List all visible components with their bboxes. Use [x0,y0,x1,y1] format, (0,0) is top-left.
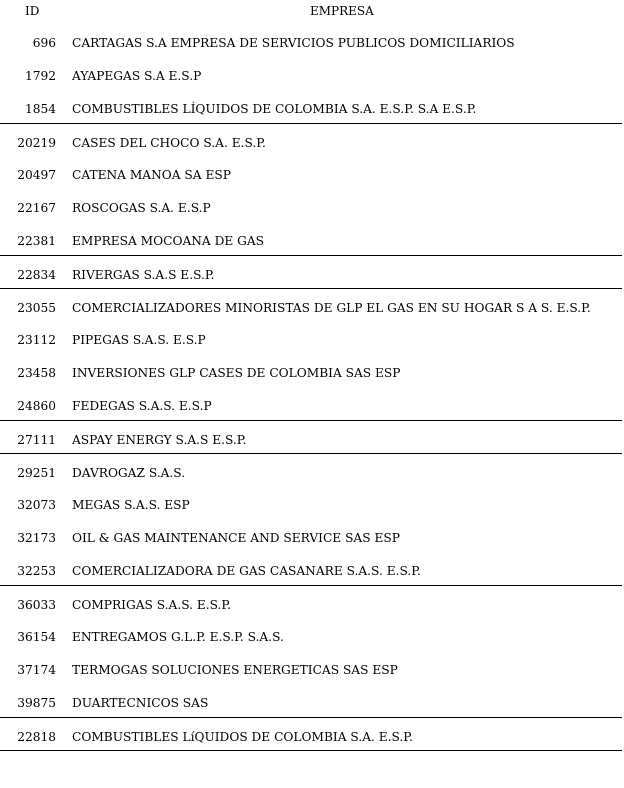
row-empresa: COMBUSTIBLES LíQUIDOS DE COLOMBIA S.A. E.S.P. [72,730,413,744]
empresa-column-header: EMPRESA [310,4,374,18]
table-row [0,288,622,321]
table-row [0,717,622,750]
row-empresa: COMERCIALIZADORES MINORISTAS DE GLP EL GAS EN SU HOGAR S A S. E.S.P. [72,301,591,315]
row-empresa: COMBUSTIBLES LÍQUIDOS DE COLOMBIA S.A. E.S.P. S.A E.S.P. [72,102,477,116]
table-bottom-border [0,750,622,751]
row-id: 22818 [17,730,56,744]
row-id: 32073 [17,498,56,512]
row-empresa: ROSCOGAS S.A. E.S.P [72,201,211,215]
id-column-header: ID [25,4,40,18]
row-id: 36154 [17,630,56,644]
row-id: 29251 [17,466,56,480]
row-id: 24860 [17,399,56,413]
row-id: 22381 [17,234,56,248]
row-empresa: INVERSIONES GLP CASES DE COLOMBIA SAS ESP [72,366,401,380]
table-row [0,585,622,618]
table-row [0,354,622,387]
row-id: 696 [32,36,56,50]
table-row [0,156,622,189]
row-id: 20219 [17,136,56,150]
row-empresa: EMPRESA MOCOANA DE GAS [72,234,265,248]
table-row [0,651,622,684]
row-id: 27111 [17,433,56,447]
table-row [0,189,622,222]
table-row [0,255,622,288]
row-empresa: MEGAS S.A.S. ESP [72,498,190,512]
row-empresa: COMPRIGAS S.A.S. E.S.P. [72,598,232,612]
row-id: 36033 [17,598,56,612]
table-row [0,453,622,486]
row-empresa: DAVROGAZ S.A.S. [72,466,186,480]
row-id: 20497 [17,168,56,182]
row-empresa: COMERCIALIZADORA DE GAS CASANARE S.A.S. E.S.P. [72,564,421,578]
row-id: 1854 [24,102,56,116]
table-row [0,387,622,420]
table-row [0,486,622,519]
row-empresa: AYAPEGAS S.A E.S.P [72,69,202,83]
row-id: 39875 [17,696,56,710]
table-row [0,321,622,354]
row-empresa: RIVERGAS S.A.S E.S.P. [72,268,215,282]
row-empresa: TERMOGAS SOLUCIONES ENERGETICAS SAS ESP [72,663,398,677]
table-row [0,90,622,123]
row-id: 22167 [17,201,56,215]
row-id: 23112 [17,333,56,347]
row-empresa: OIL & GAS MAINTENANCE AND SERVICE SAS ESP [72,531,400,545]
table-row [0,618,622,651]
row-empresa: CARTAGAS S.A EMPRESA DE SERVICIOS PUBLICOS DOMICILIARIOS [72,36,515,50]
row-empresa: FEDEGAS S.A.S. E.S.P [72,399,212,413]
row-id: 23458 [17,366,56,380]
row-id: 22834 [17,268,56,282]
table-row [0,222,622,255]
table-row [0,57,622,90]
table-row [0,519,622,552]
row-id: 32173 [17,531,56,545]
row-id: 23055 [17,301,56,315]
row-empresa: DUARTECNICOS SAS [72,696,209,710]
table-row [0,684,622,717]
row-empresa: ENTREGAMOS G.L.P. E.S.P. S.A.S. [72,630,284,644]
row-id: 1792 [24,69,56,83]
table-row [0,24,622,57]
row-empresa: CASES DEL CHOCO S.A. E.S.P. [72,136,266,150]
table-row [0,123,622,156]
table-header [0,0,622,24]
row-id: 32253 [17,564,56,578]
table-row [0,420,622,453]
row-empresa: PIPEGAS S.A.S. E.S.P [72,333,206,347]
row-id: 37174 [17,663,56,677]
row-empresa: CATENA MANOA SA ESP [72,168,231,182]
row-empresa: ASPAY ENERGY S.A.S E.S.P. [72,433,247,447]
table-row [0,552,622,585]
